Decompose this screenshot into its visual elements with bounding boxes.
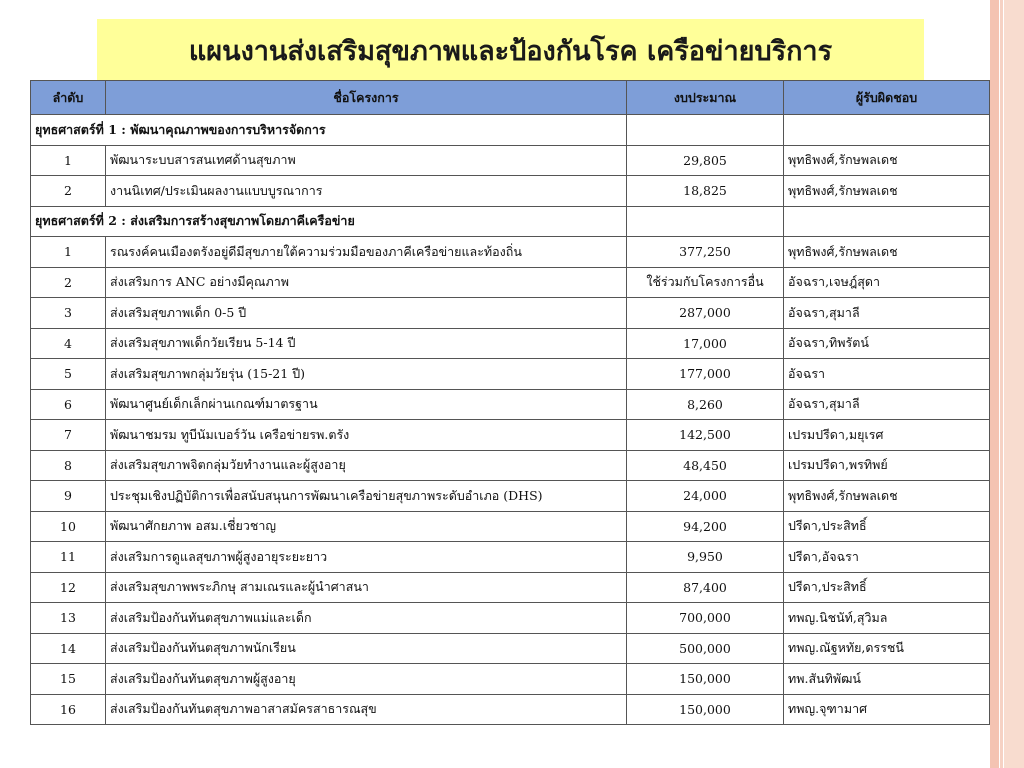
budget-value: 150,000 [627,694,784,725]
project-name: ส่งเสริมสุขภาพกลุ่มวัยรุ่น (15-21 ปี) [106,359,627,390]
budget-value: 150,000 [627,664,784,695]
row-number: 1 [31,145,106,176]
header-no: ลำดับ [31,81,106,115]
row-number: 2 [31,267,106,298]
table-row [31,664,990,695]
table-row [31,145,990,176]
owner-name: พุทธิพงศ์,รักษพลเดช [784,176,990,207]
table-row [31,572,990,603]
strategy-budget-cell [627,206,784,237]
table-row [31,267,990,298]
owner-name: อัจฉรา,ทิพรัตน์ [784,328,990,359]
project-name: ส่งเสริมสุขภาพจิตกลุ่มวัยทำงานและผู้สูงอายุ [106,450,627,481]
table-row [31,603,990,634]
strategy-budget-cell [627,115,784,146]
row-number: 6 [31,389,106,420]
table-row [31,389,990,420]
project-name: พัฒนาระบบสารสนเทศด้านสุขภาพ [106,145,627,176]
budget-value: 142,500 [627,420,784,451]
row-number: 9 [31,481,106,512]
budget-value: 9,950 [627,542,784,573]
project-name: งานนิเทศ/ประเมินผลงานแบบบูรณาการ [106,176,627,207]
strategy-owner-cell [784,115,990,146]
budget-value: 8,260 [627,389,784,420]
project-name: ประชุมเชิงปฏิบัติการเพื่อสนับสนุนการพัฒนาเครือข่ายสุขภาพระดับอำเภอ (DHS) [106,481,627,512]
owner-name: ทพญ.นิชนัท์,สุวิมล [784,603,990,634]
row-number: 11 [31,542,106,573]
table-row [31,420,990,451]
project-name: ส่งเสริมป้องกันทันตสุขภาพผู้สูงอายุ [106,664,627,695]
budget-value: 377,250 [627,237,784,268]
owner-name: เปรมปรีดา,มยุเรศ [784,420,990,451]
row-number: 10 [31,511,106,542]
project-name: พัฒนาศักยภาพ อสม.เชี่ยวชาญ [106,511,627,542]
budget-value: 18,825 [627,176,784,207]
owner-name: ปรีดา,ประสิทธิ์ [784,572,990,603]
table-row [31,450,990,481]
table-row [31,633,990,664]
budget-value: 48,450 [627,450,784,481]
strategy-row [31,115,990,146]
row-number: 7 [31,420,106,451]
owner-name: ปรีดา,ประสิทธิ์ [784,511,990,542]
owner-name: อัจฉรา,สุมาลี [784,298,990,329]
owner-name: อัจฉรา,เจษฎ์สุดา [784,267,990,298]
project-name: ส่งเสริมป้องกันทันตสุขภาพนักเรียน [106,633,627,664]
table-header-row [31,81,990,115]
row-number: 12 [31,572,106,603]
project-name: พัฒนาชมรม ทูบีนัมเบอร์วัน เครือข่ายรพ.ตรัง [106,420,627,451]
table-row [31,481,990,512]
budget-value: 500,000 [627,633,784,664]
budget-value: 700,000 [627,603,784,634]
title-banner [97,19,924,81]
header-budget: งบประมาณ [627,81,784,115]
strategy-title: ยุทธศาสตร์ที่ 1 : พัฒนาคุณภาพของการบริหารจัดการ [31,115,627,146]
header-owner: ผู้รับผิดชอบ [784,81,990,115]
project-name: ส่งเสริมการดูแลสุขภาพผู้สูงอายุระยะยาว [106,542,627,573]
table-row [31,237,990,268]
row-number: 15 [31,664,106,695]
row-number: 2 [31,176,106,207]
row-number: 8 [31,450,106,481]
strategy-owner-cell [784,206,990,237]
project-name: ส่งเสริมสุขภาพเด็กวัยเรียน 5-14 ปี [106,328,627,359]
owner-name: ทพญ.จุฑามาศ [784,694,990,725]
budget-value: 24,000 [627,481,784,512]
budget-value: 177,000 [627,359,784,390]
project-name: ส่งเสริมป้องกันทันตสุขภาพแม่และเด็ก [106,603,627,634]
header-name: ชื่อโครงการ [106,81,627,115]
table-body [31,115,990,725]
project-name: ส่งเสริมสุขภาพพระภิกษุ สามเณรและผู้นำศาสนา [106,572,627,603]
project-name: ส่งเสริมการ ANC อย่างมีคุณภาพ [106,267,627,298]
budget-value: 94,200 [627,511,784,542]
budget-value: 287,000 [627,298,784,329]
table-row [31,328,990,359]
owner-name: พุทธิพงศ์,รักษพลเดช [784,237,990,268]
owner-name: อัจฉรา,สุมาลี [784,389,990,420]
row-number: 5 [31,359,106,390]
row-number: 14 [31,633,106,664]
page-title: แผนงานส่งเสริมสุขภาพและป้องกันโรค เครือข่ายบริการ [188,35,833,67]
table-row [31,298,990,329]
table-row [31,542,990,573]
project-name: พัฒนาศูนย์เด็กเล็กผ่านเกณฑ์มาตรฐาน [106,389,627,420]
owner-name: ทพ.สันทิพัฒน์ [784,664,990,695]
strategy-title: ยุทธศาสตร์ที่ 2 : ส่งเสริมการสร้างสุขภาพโดยภาคีเครือข่าย [31,206,627,237]
owner-name: เปรมปรีดา,พรทิพย์ [784,450,990,481]
owner-name: ปรีดา,อัจฉรา [784,542,990,573]
budget-value: 17,000 [627,328,784,359]
decor-stripe-1 [990,0,999,768]
table-row [31,359,990,390]
owner-name: พุทธิพงศ์,รักษพลเดช [784,145,990,176]
decor-stripe-3 [1004,0,1024,768]
owner-name: อัจฉรา [784,359,990,390]
project-name: ส่งเสริมสุขภาพเด็ก 0-5 ปี [106,298,627,329]
project-table [30,80,990,725]
row-number: 1 [31,237,106,268]
row-number: 4 [31,328,106,359]
table-row [31,694,990,725]
budget-value: 29,805 [627,145,784,176]
owner-name: พุทธิพงศ์,รักษพลเดช [784,481,990,512]
project-name: ส่งเสริมป้องกันทันตสุขภาพอาสาสมัครสาธารณสุข [106,694,627,725]
project-name: รณรงค์คนเมืองตรังอยู่ดีมีสุขภายใต้ความร่วมมือของภาคีเครือข่ายและท้องถิ่น [106,237,627,268]
table-row [31,176,990,207]
owner-name: ทพญ.ณัฐหทัย,ดรรชนี [784,633,990,664]
budget-value: 87,400 [627,572,784,603]
row-number: 13 [31,603,106,634]
table-row [31,511,990,542]
strategy-row [31,206,990,237]
budget-value: ใช้ร่วมกับโครงการอื่น [627,267,784,298]
row-number: 3 [31,298,106,329]
decor-stripe-2 [1000,0,1003,768]
row-number: 16 [31,694,106,725]
